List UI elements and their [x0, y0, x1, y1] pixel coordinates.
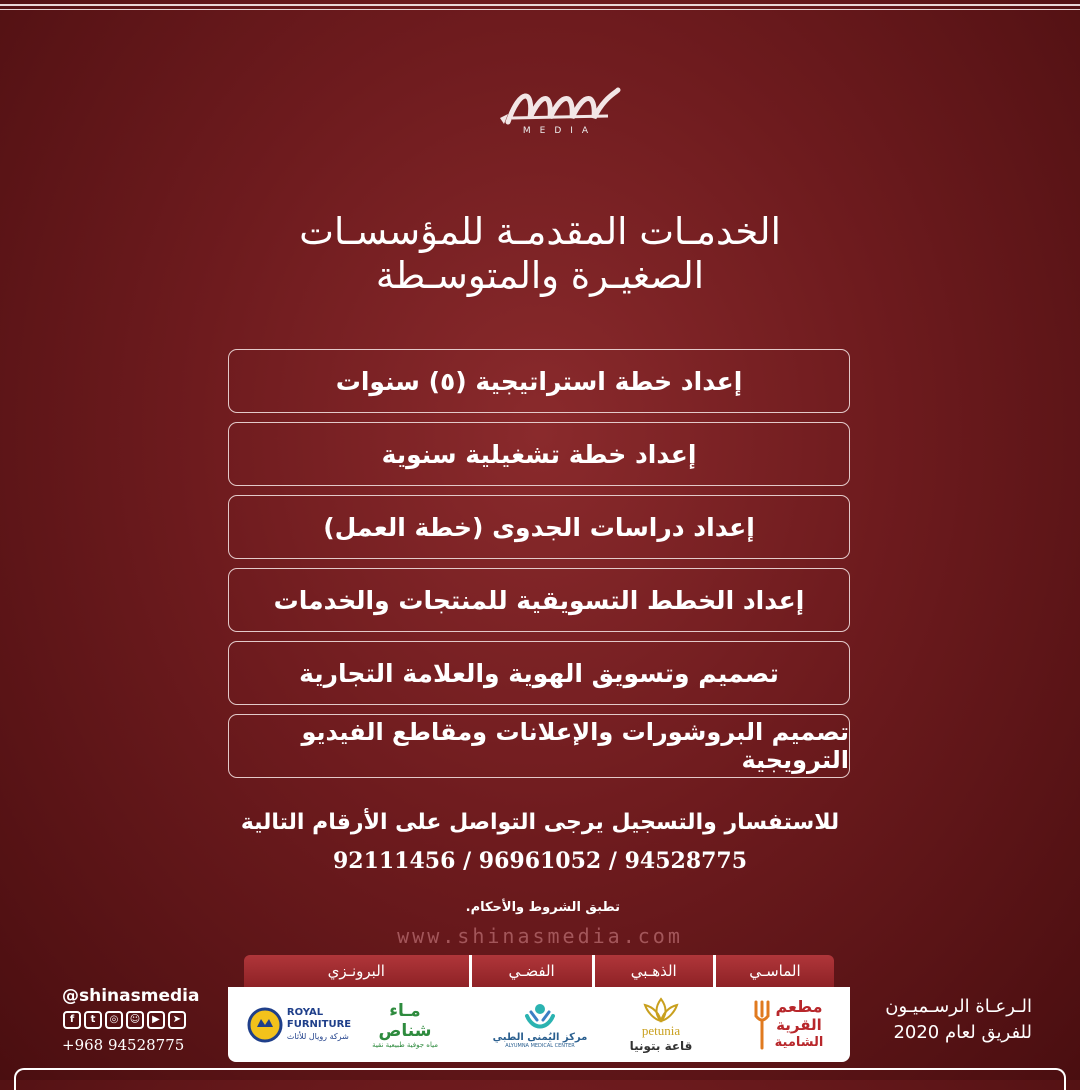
youtube-icon[interactable]: ▶	[147, 1011, 165, 1029]
sponsor-royal-furniture	[244, 993, 354, 1057]
sponsor-alyumna-ar: مركز اليُمنى الطبي	[492, 1031, 588, 1043]
lotus-icon	[641, 997, 681, 1023]
terms-text: تطبق الشروط والأحكام.	[465, 900, 620, 915]
social-handle[interactable]: @shinasmedia	[62, 986, 200, 1006]
tier-gold: الذهـبي	[592, 955, 713, 987]
sponsor-alqarya	[738, 993, 838, 1057]
sponsor-alyumna	[490, 993, 590, 1057]
instagram-icon[interactable]: ◎	[105, 1011, 123, 1029]
tier-bronze: البرونـزي	[327, 962, 385, 980]
sponsor-alyumna-en: ALYUMNA MEDICAL CENTER	[505, 1042, 575, 1049]
sponsor-alqarya-line3: الشامية	[774, 1035, 824, 1050]
royal-crest-icon	[247, 1005, 283, 1045]
telegram-icon[interactable]: ➤	[168, 1011, 186, 1029]
top-frame-line	[0, 4, 1080, 6]
website-link[interactable]: www.shinasmedia.com	[397, 924, 683, 948]
service-item: إعداد خطة استراتيجية (٥) سنوات	[228, 349, 850, 413]
fork-icon	[753, 1000, 771, 1050]
logo-subtitle: MEDIA	[522, 126, 598, 136]
sponsors-panel	[228, 987, 850, 1062]
service-item: إعداد دراسات الجدوى (خطة العمل)	[228, 495, 850, 559]
top-frame-line-2	[0, 9, 1080, 10]
sponsor-maa-shinas-name: مـاء شناص	[378, 1001, 432, 1041]
tier-silver: الفضـي	[469, 955, 592, 987]
contact-phones[interactable]: 92111456 / 96961052 / 94528775	[332, 848, 748, 874]
sponsor-alqarya-line1: مطعم	[775, 997, 823, 1016]
sponsor-petunia-en: petunia	[641, 1023, 681, 1038]
twitter-icon[interactable]: t	[84, 1011, 102, 1029]
service-item: تصميم البروشورات والإعلانات ومقاطع الفيديو الترويجية	[228, 714, 850, 778]
contact-text: للاستفسار والتسجيل يرجى التواصل على الأرقام التالية	[240, 810, 840, 835]
sponsor-petunia-ar: قاعة بتونيا	[629, 1039, 693, 1053]
sponsor-maa-shinas	[360, 993, 450, 1057]
snapchat-icon[interactable]: ☺	[126, 1011, 144, 1029]
sponsor-petunia	[616, 993, 706, 1057]
sponsor-alqarya-line2: القرية	[776, 1016, 822, 1034]
services-list	[228, 349, 850, 787]
service-item: إعداد الخطط التسويقية للمنتجات والخدمات	[228, 568, 850, 632]
facebook-icon[interactable]: f	[63, 1011, 81, 1029]
social-icons	[63, 1011, 186, 1029]
official-line-1: الـرعـاة الرسـميـون	[885, 996, 1032, 1017]
sponsor-royal-en2: FURNITURE	[286, 1019, 352, 1030]
sponsor-royal-en1: ROYAL	[286, 1007, 324, 1018]
page-title-line-2: الصغيـرة والمتوسـطة	[375, 254, 705, 297]
sponsor-tier-bar	[244, 955, 834, 987]
official-sponsors-label	[885, 994, 1032, 1046]
sponsor-royal-ar: شركة رويال للأثاث	[286, 1032, 349, 1041]
service-item: تصميم وتسويق الهوية والعلامة التجارية	[228, 641, 850, 705]
sponsor-maa-shinas-tag: مياه جوفية طبيعية نقية	[372, 1041, 438, 1049]
bottom-frame	[14, 1068, 1066, 1090]
page-title-line-1: الخدمـات المقدمـة للمؤسسـات	[299, 210, 781, 253]
medical-center-icon	[523, 1002, 557, 1032]
service-item: إعداد خطة تشغيلية سنوية	[228, 422, 850, 486]
social-phone[interactable]: +968 94528775	[62, 1036, 185, 1054]
official-line-2: للفريق لعام 2020	[893, 1022, 1032, 1043]
tier-diamond: الماسـي	[713, 955, 834, 987]
